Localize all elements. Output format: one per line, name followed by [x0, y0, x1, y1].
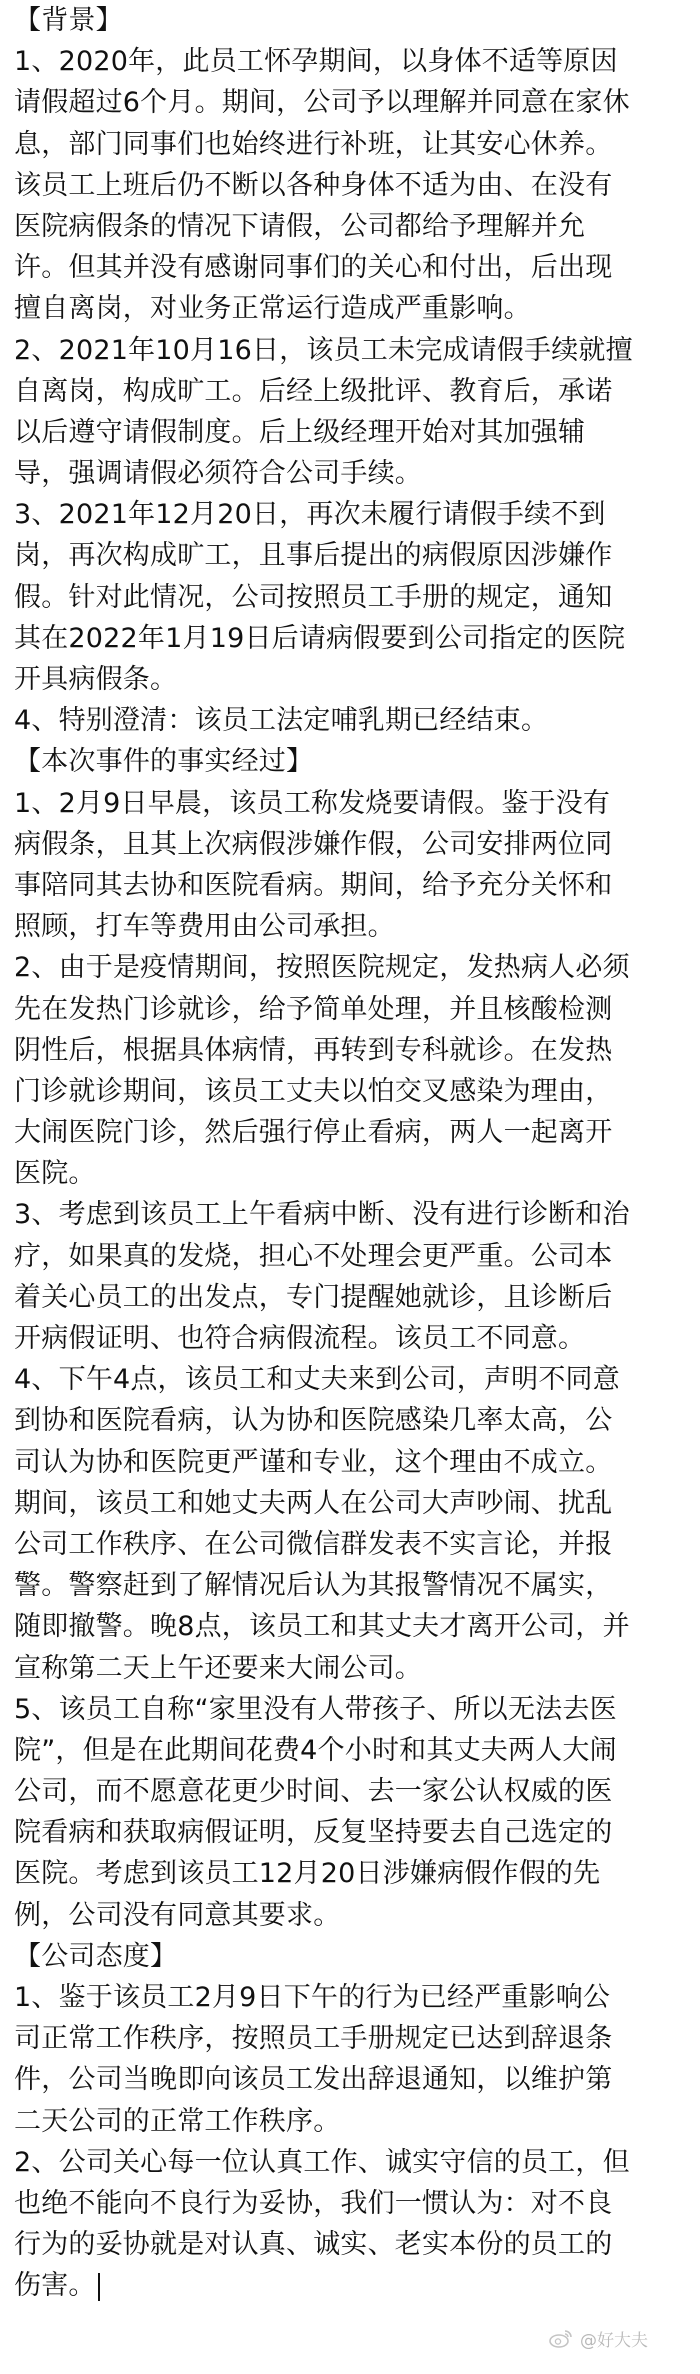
text-line: 先在发热门诊就诊，给予简单处理，并且核酸检测 — [14, 993, 613, 1025]
text-line: 许。但其并没有感谢同事们的关心和付出，后出现 — [14, 252, 613, 284]
text-line: 1、2月9日早晨，该员工称发烧要请假。鉴于没有 — [14, 787, 611, 819]
text-line: 导，强调请假必须符合公司手续。 — [14, 458, 422, 490]
text-line: 疗，如果真的发烧，担心不处理会更严重。公司本 — [14, 1240, 613, 1272]
text-line: 擅自离岗，对业务正常运行造成严重影响。 — [14, 293, 531, 325]
text-line: 5、该员工自称“家里没有人带孩子、所以无法去医 — [14, 1693, 617, 1725]
text-line: 门诊就诊期间，该员工丈夫以怕交叉感染为理由， — [14, 1075, 613, 1107]
text-line: 2、由于是疫情期间，按照医院规定，发热病人必须 — [14, 952, 630, 984]
text-line: 假。针对此情况，公司按照员工手册的规定，通知 — [14, 581, 613, 613]
text-line: 司认为协和医院更严谨和专业，这个理由不成立。 — [14, 1446, 613, 1478]
text-line: 公司工作秩序、在公司微信群发表不实言论，并报 — [14, 1528, 613, 1560]
text-line: 事陪同其去协和医院看病。期间，给予充分关怀和 — [14, 869, 613, 901]
text-line: 4、下午4点，该员工和丈夫来到公司，声明不同意 — [14, 1364, 620, 1396]
text-line: 2、公司关心每一位认真工作、诚实守信的员工，但 — [14, 2146, 630, 2178]
text-line: 院看病和获取病假证明，反复坚持要去自己选定的 — [14, 1817, 613, 1849]
text-line: 自离岗，构成旷工。后经上级批评、教育后，承诺 — [14, 375, 613, 407]
text-line: 病假条，且其上次病假涉嫌作假，公司安排两位同 — [14, 828, 613, 860]
text-line: 1、鉴于该员工2月9日下午的行为已经严重影响公 — [14, 1982, 611, 2013]
watermark-text: @好大夫 — [580, 2330, 648, 2351]
text-line: 医院病假条的情况下请假，公司都给予理解并允 — [14, 210, 586, 242]
text-line: 【背景】 — [14, 5, 123, 36]
text-line: 到协和医院看病，认为协和医院感染几率太高，公 — [14, 1405, 613, 1437]
text-line: 警。警察赶到了解情况后认为其报警情况不属实， — [14, 1570, 613, 1602]
text-line: 【公司态度】 — [14, 1940, 178, 1972]
text-line: 该员工上班后仍不断以各种身体不适为由、在没有 — [14, 169, 613, 201]
text-line: 公司，而不愿意花更少时间、去一家公认权威的医 — [14, 1776, 613, 1808]
text-line: 宣称第二天上午还要来大闹公司。 — [14, 1652, 422, 1684]
weibo-logo-icon — [548, 2327, 574, 2349]
text-line: 院”，但是在此期间花费4个小时和其丈夫两人大闹 — [14, 1734, 617, 1766]
text-line: 4、特别澄清：该员工法定哺乳期已经结束。 — [14, 705, 549, 737]
text-line: 伤害。 — [14, 2265, 686, 2306]
text-line: 也绝不能向不良行为妥协，我们一惯认为：对不良 — [14, 2187, 613, 2219]
text-line: 开病假证明、也符合病假流程。该员工不同意。 — [14, 1323, 586, 1354]
text-line: 3、考虑到该员工上午看病中断、没有进行诊断和治 — [14, 1199, 630, 1231]
text-line: 阴性后，根据具体病情，再转到专科就诊。在发热 — [14, 1034, 613, 1066]
text-line: 期间，该员工和她丈夫两人在公司大声吵闹、扰乱 — [14, 1487, 613, 1519]
text-line: 司正常工作秩序，按照员工手册规定已达到辞退条 — [14, 2023, 613, 2055]
text-line: 请假超过6个月。期间，公司予以理解并同意在家休 — [14, 87, 630, 119]
document-body — [14, 0, 686, 2307]
text-line: 2、2021年10月16日，该员工未完成请假手续就擅 — [14, 334, 633, 366]
text-line: 医院。 — [14, 1158, 96, 1190]
text-line: 二天公司的正常工作秩序。 — [14, 2105, 341, 2137]
text-line: 大闹医院门诊，然后强行停止看病，两人一起离开 — [14, 1117, 613, 1149]
text-cursor — [98, 2273, 100, 2301]
text-line: 开具病假条。 — [14, 664, 178, 695]
text-line: 其在2022年1月19日后请病假要到公司指定的医院 — [14, 622, 626, 654]
text-line: 以后遵守请假制度。后上级经理开始对其加强辅 — [14, 416, 586, 448]
watermark — [548, 2324, 648, 2352]
text-line: 医院。考虑到该员工12月20日涉嫌病假作假的先 — [14, 1858, 601, 1890]
text-line: 行为的妥协就是对认真、诚实、老实本份的员工的 — [14, 2229, 613, 2261]
text-line: 3、2021年12月20日，再次未履行请假手续不到 — [14, 499, 606, 531]
text-line: 着关心员工的出发点，专门提醒她就诊，且诊断后 — [14, 1281, 613, 1313]
text-line: 岗，再次构成旷工，且事后提出的病假原因涉嫌作 — [14, 540, 613, 572]
text-line: 照顾，打车等费用由公司承担。 — [14, 911, 395, 943]
text-line: 1、2020年，此员工怀孕期间，以身体不适等原因 — [14, 46, 618, 78]
text-line: 【本次事件的事实经过】 — [14, 746, 314, 778]
text-line: 例，公司没有同意其要求。 — [14, 1899, 341, 1931]
text-line: 息，部门同事们也始终进行补班，让其安心休养。 — [14, 128, 613, 160]
text-line: 件，公司当晚即向该员工发出辞退通知，以维护第 — [14, 2064, 613, 2096]
text-line: 随即撤警。晚8点，该员工和其丈夫才离开公司，并 — [14, 1611, 630, 1643]
